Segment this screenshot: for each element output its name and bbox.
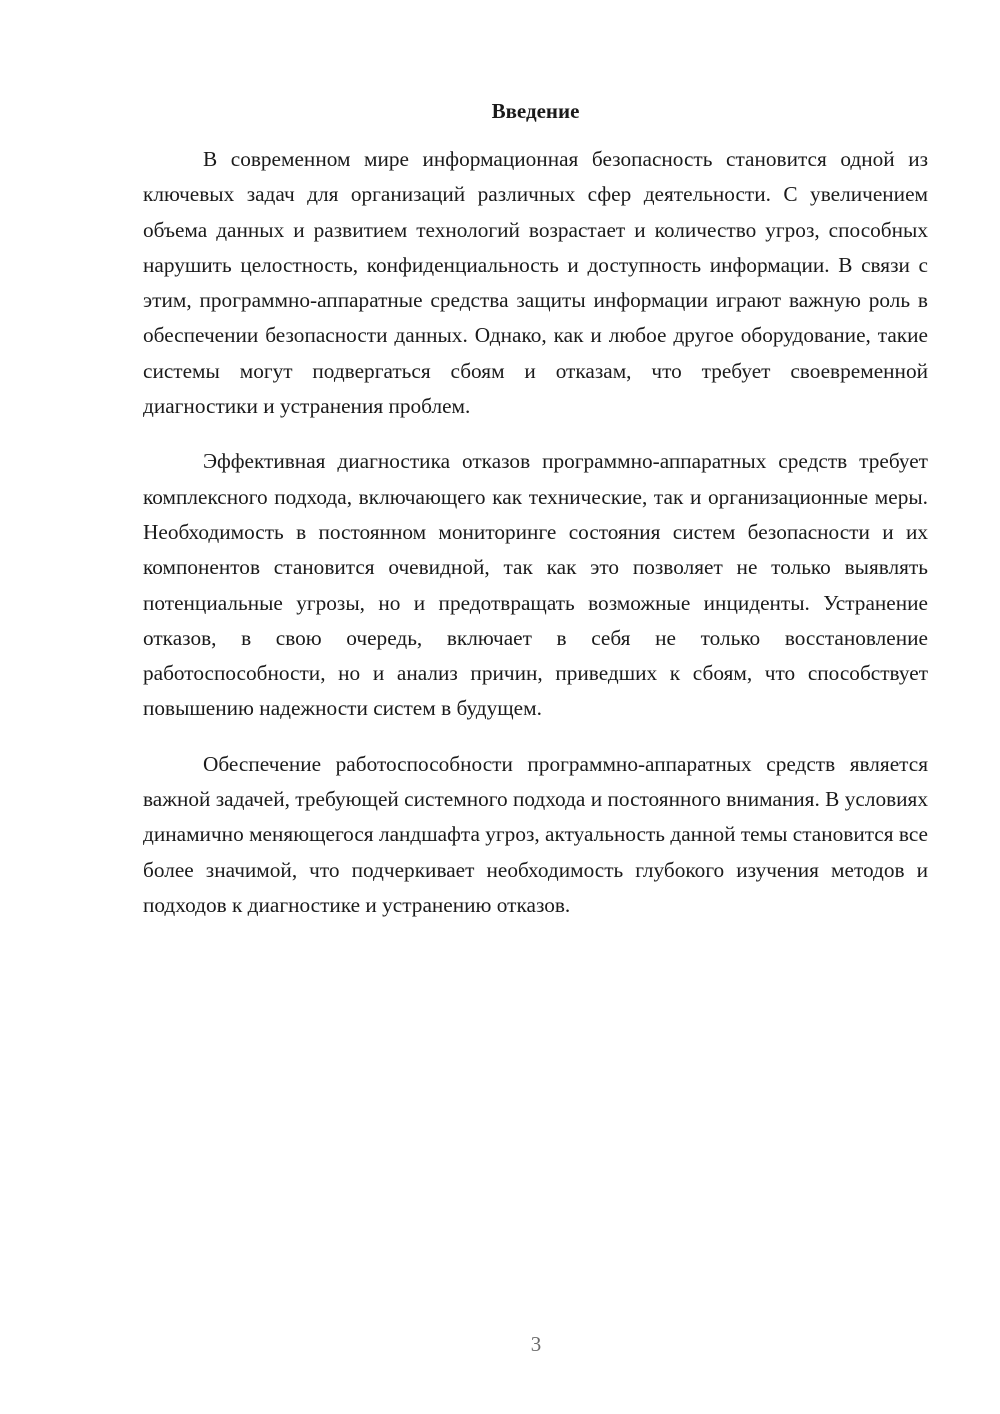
page-number: 3 bbox=[530, 1332, 542, 1356]
paragraph-2: Эффективная диагностика отказов программно-аппаратных средств требует комплексного подхода, включающего как технические, так и организационные меры. Необходимость в постоянном мониторинге состояния систем безопасности и их компонентов становится очевидной, так как это позволяет не только выявлять потенциальные угрозы, но и предотвращать возможные инциденты. Устранение отказов, в свою очередь, включает в себя не только восстановление работоспособности, но и анализ причин, приведших к сбоям, что способствует повышению надежности систем в будущем. bbox=[143, 449, 928, 721]
body-text bbox=[143, 142, 928, 943]
paragraph-1: В современном мире информационная безопасность становится одной из ключевых задач для организаций различных сфер деятельности. С увеличением объема данных и развитием технологий возрастает и количество угроз, способных нарушить целостность, конфиденциальность и доступность информации. В связи с этим, программно-аппаратные средства защиты информации играют важную роль в обеспечении безопасности данных. Однако, как и любое другое оборудование, такие системы могут подвергаться сбоям и отказам, что требует своевременной диагностики и устранения проблем. bbox=[143, 147, 928, 419]
paragraph-3: Обеспечение работоспособности программно-аппаратных средств является важной задачей, требующей системного подхода и постоянного внимания. В условиях динамично меняющегося ландшафта угроз, актуальность данной темы становится все более значимой, что подчеркивает необходимость глубокого изучения методов и подходов к диагностике и устранению отказов. bbox=[143, 751, 928, 917]
section-heading: Введение bbox=[491, 99, 580, 123]
